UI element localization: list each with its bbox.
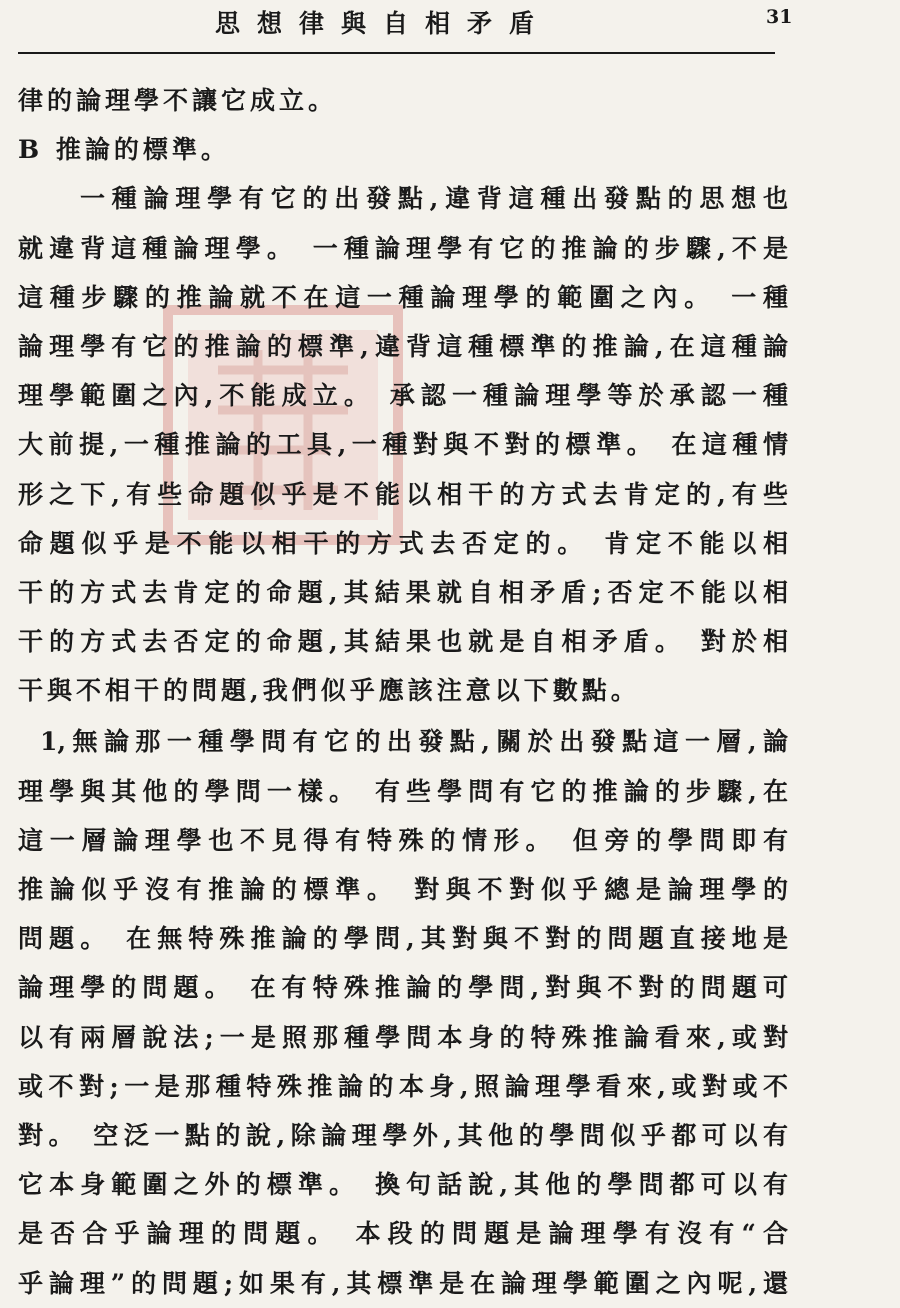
text-line: 律的論理學不讓它成立。 <box>18 86 338 115</box>
text-line: 理學範圍之內,不能成立。 承認一種論理學等於承認一種 <box>18 381 788 411</box>
text-line: 這種步驟的推論就不在這一種論理學的範圍之內。 一種 <box>18 282 788 312</box>
text-line: 它本身範圍之外的標準。 換句話說,其他的學問都可以有 <box>18 1170 788 1200</box>
text-line: 這一層論理學也不見得有特殊的情形。 但旁的學問即有 <box>18 825 788 855</box>
numbered-paragraph-line: 1,無論那一種學問有它的出發點,關於出發點這一層,論 <box>40 727 788 757</box>
text-line: 問題。 在無特殊推論的學問,其對與不對的問題直接地是 <box>18 924 788 954</box>
text-line: 以有兩層說法;一是照那種學問本身的特殊推論看來,或對 <box>18 1022 788 1052</box>
text-line: 或不對;一是那種特殊推論的本身,照論理學看來,或對或不 <box>18 1071 788 1101</box>
page-header <box>0 0 900 50</box>
text-line: 形之下,有些命題似乎是不能以相干的方式去肯定的,有些 <box>18 479 788 509</box>
text-line: 干的方式去肯定的命題,其結果就自相矛盾;否定不能以相 <box>18 577 788 607</box>
text-line: 推論似乎沒有推論的標準。 對與不對似乎總是論理學的 <box>18 875 788 904</box>
text-line: 命題似乎是不能以相干的方式去否定的。 肯定不能以相 <box>18 528 788 558</box>
section-heading: B 推論的標準。 <box>18 135 230 165</box>
text-line: 論理學有它的推論的標準,違背這種標準的推論,在這種論 <box>18 331 788 361</box>
text-line: 是否合乎論理的問題。 本段的問題是論理學有沒有“合 <box>18 1219 788 1249</box>
text-line: 論理學的問題。 在有特殊推論的學問,對與不對的問題可 <box>18 973 788 1003</box>
running-title: 思想律與自相矛盾 <box>215 9 552 38</box>
page-number: 31 <box>766 6 793 28</box>
body-text <box>18 76 788 1308</box>
text-line: 大前提,一種推論的工具,一種對與不對的標準。 在這種情 <box>18 430 788 460</box>
header-rule <box>18 52 775 54</box>
text-line: 理學與其他的學問一樣。 有些學問有它的推論的步驟,在 <box>18 776 788 806</box>
text-line: 乎論理”的問題;如果有,其標準是在論理學範圍之內呢,還 <box>18 1268 788 1298</box>
text-line: 一種論理學有它的出發點,違背這種出發點的思想也 <box>80 184 788 214</box>
text-line: 干的方式去否定的命題,其結果也就是自相矛盾。 對於相 <box>18 627 788 657</box>
text-line: 就違背這種論理學。 一種論理學有它的推論的步驟,不是 <box>18 233 788 263</box>
text-line: 干與不相干的問題,我們似乎應該注意以下數點。 <box>18 676 640 706</box>
text-line: 對。 空泛一點的說,除論理學外,其他的學問似乎都可以有 <box>18 1120 788 1150</box>
